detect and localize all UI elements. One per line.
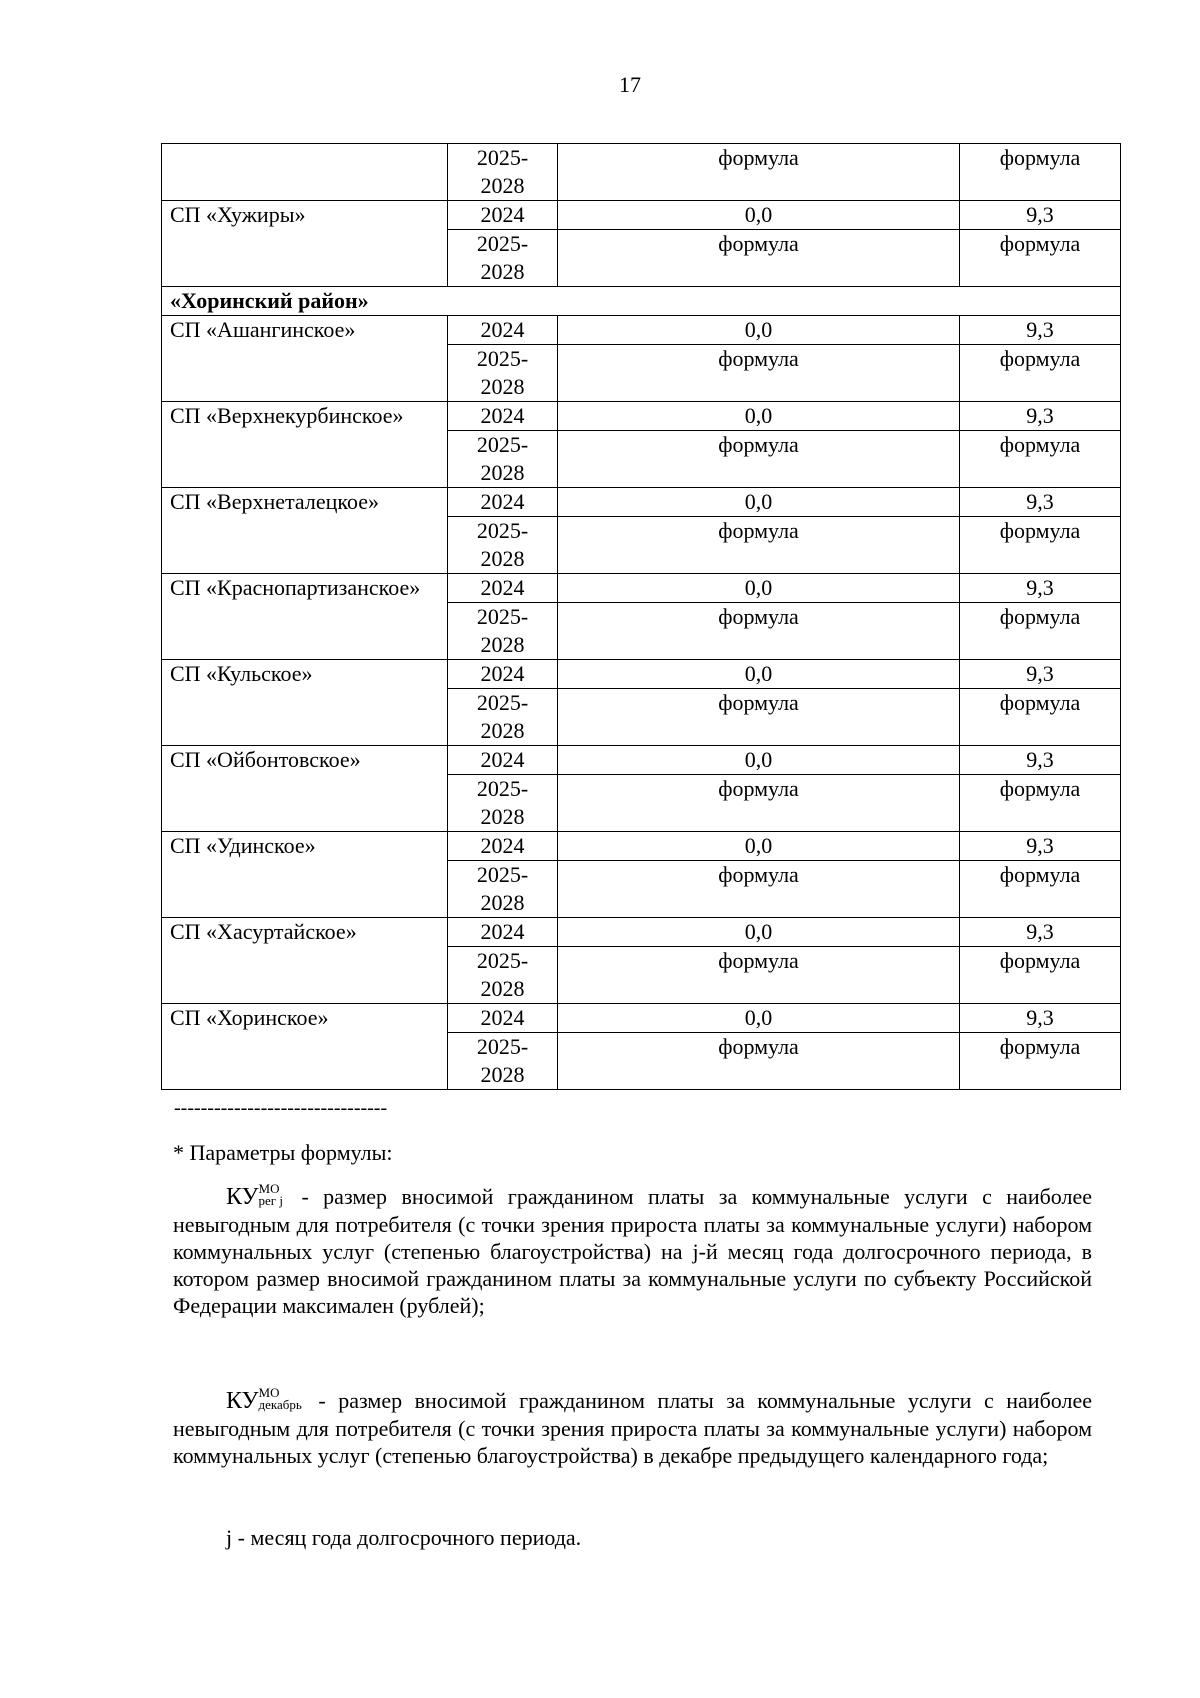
value-cell: 0,0 xyxy=(558,832,960,861)
value-cell: формула xyxy=(960,603,1121,660)
value-cell: 9,3 xyxy=(960,918,1121,947)
value-cell: формула xyxy=(558,345,960,402)
value-cell: 9,3 xyxy=(960,746,1121,775)
settlement-name: СП «Верхнеталецкое» xyxy=(162,488,448,574)
table-row xyxy=(162,918,1121,947)
value-cell: 0,0 xyxy=(558,746,960,775)
settlement-name: СП «Хужиры» xyxy=(162,201,448,287)
year-cell: 2024 xyxy=(448,201,558,230)
year-cell: 2025- 2028 xyxy=(448,947,558,1004)
year-cell: 2024 xyxy=(448,574,558,603)
value-cell: формула xyxy=(558,144,960,201)
value-cell: 9,3 xyxy=(960,832,1121,861)
year-cell: 2025- 2028 xyxy=(448,861,558,918)
table-row xyxy=(162,488,1121,517)
table-row xyxy=(162,201,1121,230)
value-cell: 9,3 xyxy=(960,402,1121,431)
value-cell: формула xyxy=(960,1033,1121,1090)
settlement-name: СП «Ашангинское» xyxy=(162,316,448,402)
value-cell: 9,3 xyxy=(960,488,1121,517)
formula-1-paragraph xyxy=(173,1183,1092,1319)
value-cell: 0,0 xyxy=(558,574,960,603)
value-cell: формула xyxy=(558,861,960,918)
year-cell: 2024 xyxy=(448,832,558,861)
table-row xyxy=(162,574,1121,603)
value-cell: 0,0 xyxy=(558,488,960,517)
value-cell: формула xyxy=(558,230,960,287)
value-cell: 9,3 xyxy=(960,574,1121,603)
value-cell: формула xyxy=(960,431,1121,488)
tariff-table xyxy=(161,143,1121,1090)
settlement-name: СП «Верхнекурбинское» xyxy=(162,402,448,488)
value-cell: формула xyxy=(558,517,960,574)
settlement-name: СП «Хоринское» xyxy=(162,1004,448,1090)
formula-2-symbol: КУ xyxy=(226,1388,259,1414)
value-cell: формула xyxy=(960,775,1121,832)
year-cell: 2025- 2028 xyxy=(448,775,558,832)
year-cell: 2024 xyxy=(448,746,558,775)
year-cell: 2024 xyxy=(448,488,558,517)
value-cell: 0,0 xyxy=(558,316,960,345)
formula-2-sup: МО xyxy=(258,1385,280,1400)
table-row xyxy=(162,746,1121,775)
year-cell: 2025- 2028 xyxy=(448,689,558,746)
value-cell: 9,3 xyxy=(960,660,1121,689)
value-cell: формула xyxy=(558,431,960,488)
value-cell: 9,3 xyxy=(960,316,1121,345)
value-cell: формула xyxy=(558,947,960,1004)
year-cell: 2025- 2028 xyxy=(448,345,558,402)
settlement-name xyxy=(162,144,448,201)
year-cell: 2025- 2028 xyxy=(448,1033,558,1090)
year-cell: 2025- 2028 xyxy=(448,517,558,574)
formula-1-indices xyxy=(259,1183,283,1207)
year-cell: 2025- 2028 xyxy=(448,603,558,660)
footnote-separator: -------------------------------- xyxy=(174,1097,388,1119)
table-row xyxy=(162,402,1121,431)
year-cell: 2024 xyxy=(448,1004,558,1033)
value-cell: формула xyxy=(960,947,1121,1004)
formula-1-text: - размер вносимой гражданином платы за коммунальные услуги с наиболее невыгодным для потребителя (с точки зрения прироста платы за коммунальные услуги) набором коммунальных услуг (степенью благоустройства) на j-й месяц года долгосрочного периода, в котором размер вносимой гражданином платы за коммунальные услуги по субъекту Российской Федерации максимален (рублей); xyxy=(173,1184,1093,1318)
value-cell: 0,0 xyxy=(558,201,960,230)
value-cell: формула xyxy=(558,603,960,660)
value-cell: формула xyxy=(960,689,1121,746)
year-cell: 2024 xyxy=(448,316,558,345)
value-cell: формула xyxy=(960,230,1121,287)
settlement-name: СП «Хасуртайское» xyxy=(162,918,448,1004)
settlement-name: СП «Кульское» xyxy=(162,660,448,746)
table-row xyxy=(162,316,1121,345)
settlement-name: СП «Удинское» xyxy=(162,832,448,918)
table-row xyxy=(162,832,1121,861)
formula-2-sub: декабрь xyxy=(258,1397,302,1412)
value-cell: 0,0 xyxy=(558,402,960,431)
group-title: «Хоринский район» xyxy=(162,287,1121,316)
params-title: * Параметры формулы: xyxy=(173,1140,393,1165)
formula-2-text: - размер вносимой гражданином платы за коммунальные услуги с наиболее невыгодным для потребителя (с точки зрения прироста платы за коммунальные услуги) набором коммунальных услуг (степенью благоустройства) в декабре предыдущего календарного года; xyxy=(173,1388,1092,1468)
settlement-name: СП «Краснопартизанское» xyxy=(162,574,448,660)
page-number: 17 xyxy=(619,72,641,97)
year-cell: 2025- 2028 xyxy=(448,431,558,488)
value-cell: формула xyxy=(960,861,1121,918)
value-cell: 0,0 xyxy=(558,660,960,689)
value-cell: 0,0 xyxy=(558,1004,960,1033)
group-row xyxy=(162,287,1121,316)
value-cell: формула xyxy=(558,1033,960,1090)
settlement-name: СП «Ойбонтовское» xyxy=(162,746,448,832)
year-cell: 2024 xyxy=(448,918,558,947)
year-cell: 2024 xyxy=(448,660,558,689)
value-cell: формула xyxy=(960,517,1121,574)
table-row xyxy=(162,144,1121,201)
value-cell: формула xyxy=(960,144,1121,201)
formula-2-indices xyxy=(259,1387,302,1411)
value-cell: 9,3 xyxy=(960,1004,1121,1033)
formula-1-symbol: КУ xyxy=(226,1184,259,1210)
table-row xyxy=(162,1004,1121,1033)
formula-1-sup: МО xyxy=(258,1181,280,1196)
value-cell: 0,0 xyxy=(558,918,960,947)
formula-1-sub: рег j xyxy=(258,1193,283,1208)
value-cell: формула xyxy=(558,689,960,746)
year-cell: 2025- 2028 xyxy=(448,144,558,201)
formula-3-paragraph: j - месяц года долгосрочного периода. xyxy=(226,1525,582,1550)
year-cell: 2025- 2028 xyxy=(448,230,558,287)
formula-2-paragraph xyxy=(173,1387,1092,1469)
value-cell: формула xyxy=(960,345,1121,402)
table-row xyxy=(162,660,1121,689)
year-cell: 2024 xyxy=(448,402,558,431)
value-cell: 9,3 xyxy=(960,201,1121,230)
value-cell: формула xyxy=(558,775,960,832)
